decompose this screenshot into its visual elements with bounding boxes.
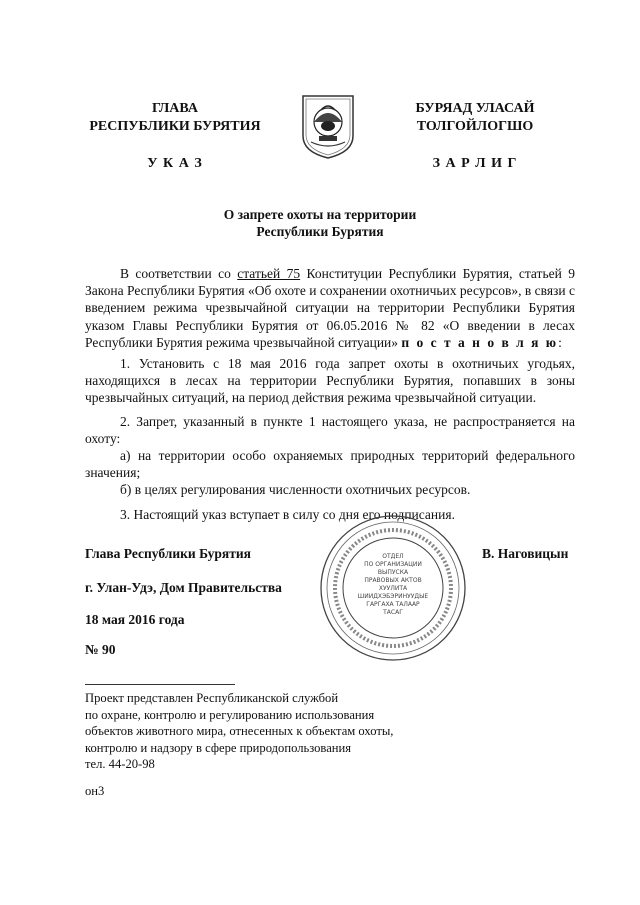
stamp-line: ГАРГАХА ТАЛААР	[366, 601, 420, 608]
header-left-line2: РЕСПУБЛИКИ БУРЯТИЯ	[89, 119, 261, 134]
constitution-article-link[interactable]: статьей 75	[237, 266, 301, 281]
stamp-line: ПО ОРГАНИЗАЦИИ	[364, 561, 422, 568]
header-right-line1: БУРЯАД УЛАСАЙ	[415, 101, 535, 116]
decree-word: п о с т а н о в л я ю	[401, 334, 559, 350]
emblem-icon	[299, 92, 357, 160]
document-title	[120, 206, 520, 240]
official-stamp	[318, 513, 468, 663]
stamp-line: ТАСАГ	[383, 609, 403, 616]
signing-date: 18 мая 2016 года	[85, 612, 185, 627]
footer-line: контролю и надзору в сфере природопользования	[85, 740, 352, 755]
footer-note	[85, 690, 565, 773]
header-right-doctype: З А Р Л И Г	[432, 156, 518, 171]
intro-paragraph	[85, 265, 575, 351]
footer-line: тел. 44-20-98	[85, 757, 155, 771]
stamp-line: ВЫПУСКА	[377, 569, 409, 576]
decree-number: № 90	[85, 642, 116, 657]
title-line1: О запрете охоты на территории	[223, 207, 417, 222]
intro-text-rest: Конституции Республики Бурятия, статьей 9 Закона Республики Бурятия «Об охоте и сохранении охотничьих ресурсов», в связи с введением режима чрезвычайной ситуации на территории Республики Бурятия указом Главы Республики Бурятия от 06.05.2016 № 82 «О введении в лесах Республики Бурятия режима чрезвычайной ситуации»	[85, 266, 575, 350]
header-left-doctype: У К А З	[147, 156, 203, 171]
stamp-line: ПРАВОВЫХ АКТОВ	[364, 577, 422, 584]
header-left	[70, 100, 280, 136]
signatory-name: В. Наговицын	[482, 546, 569, 561]
header-right	[375, 100, 575, 136]
stamp-line: ХУУЛИТА	[378, 585, 408, 592]
footer-line: по охране, контролю и регулированию использования	[85, 707, 375, 722]
stamp-center-text	[343, 553, 443, 617]
item-2a: а) на территории особо охраняемых природных территорий федерального значения;	[85, 448, 575, 481]
document-code: он3	[85, 784, 105, 798]
header-right-line2: ТОЛГОЙЛОГШО	[416, 119, 534, 134]
intro-colon: :	[558, 334, 562, 350]
stamp-line: ШИИДХЭБЭРИНУУДЫЕ	[357, 593, 429, 600]
footer-line: объектов животного мира, отнесенных к объектам охоты,	[85, 724, 394, 738]
intro-text-start: В соответствии со	[120, 266, 238, 281]
signatory-position: Глава Республики Бурятия	[85, 546, 251, 561]
title-line2: Республики Бурятия	[256, 224, 384, 239]
signing-place: г. Улан-Удэ, Дом Правительства	[85, 580, 282, 595]
item-2b: б) в целях регулирования численности охотничьих ресурсов.	[120, 482, 471, 497]
item-3: 3. Настоящий указ вступает в силу со дня его подписания.	[120, 507, 455, 522]
footer-line: Проект представлен Республиканской службой	[85, 691, 339, 705]
item-2: 2. Запрет, указанный в пункте 1 настоящего указа, не распространяется на охоту:	[85, 414, 575, 447]
footer-divider	[85, 684, 235, 685]
header-left-line1: ГЛАВА	[152, 101, 198, 116]
item-1: 1. Установить с 18 мая 2016 года запрет охоты в охотничьих угодьях, находящихся в лесах на территории Республики Бурятия, попавших в зоны чрезвычайных ситуаций, на период действия режима чрезвычайной ситуации.	[85, 356, 575, 406]
stamp-line: ОТДЕЛ	[382, 553, 404, 560]
